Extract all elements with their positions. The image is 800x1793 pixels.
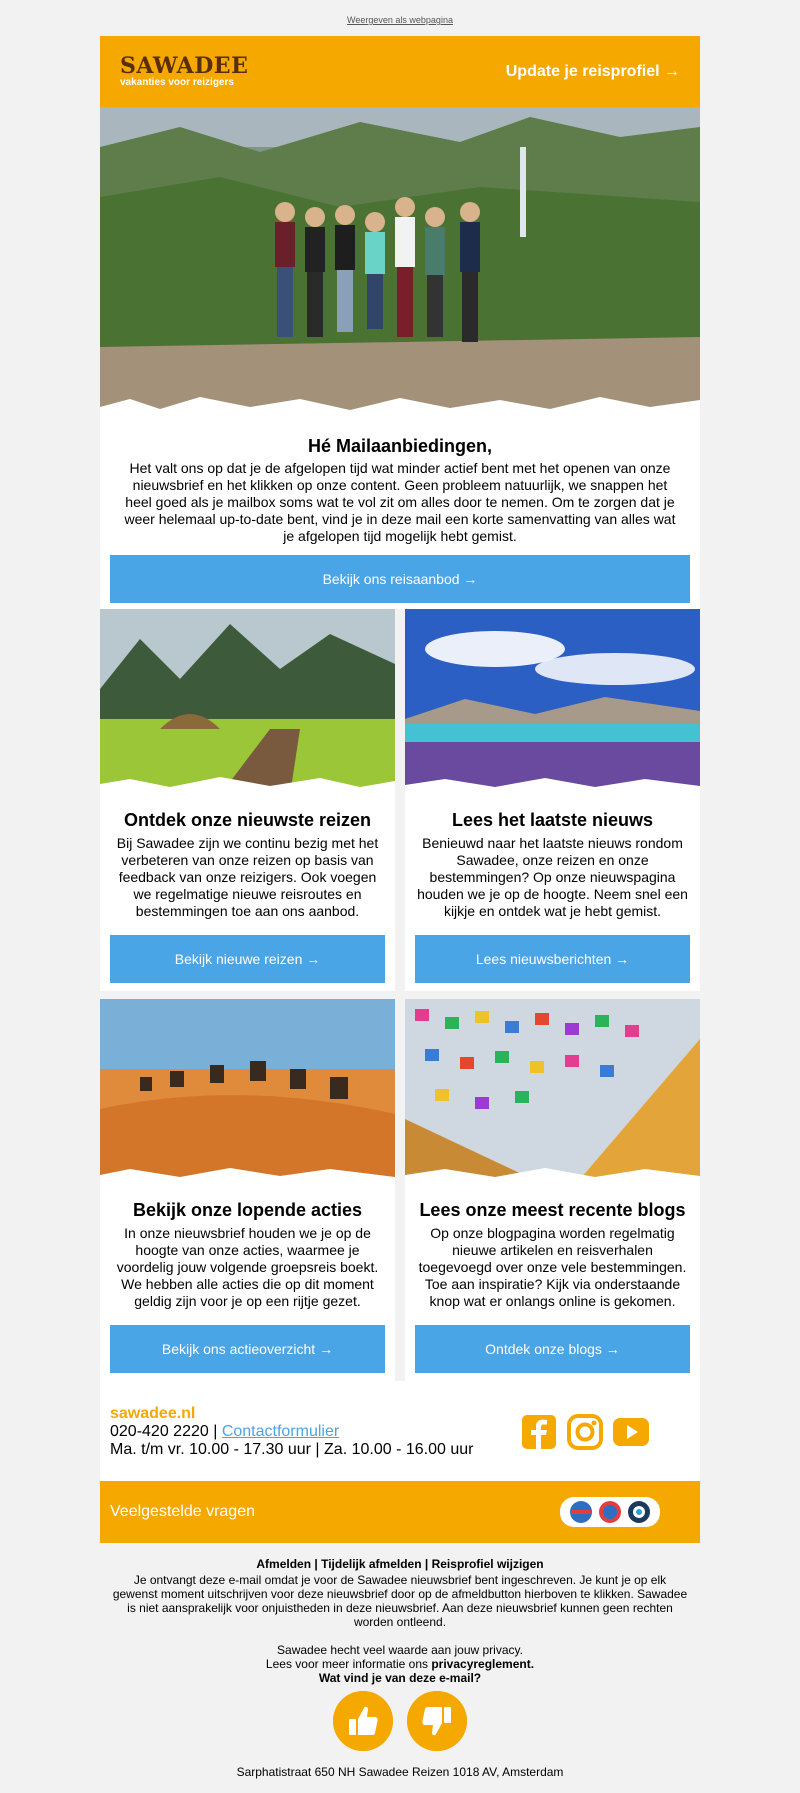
logo-tagline: vakanties voor reizigers — [120, 76, 234, 88]
cards-row-1 — [100, 609, 700, 991]
phone-line — [110, 1423, 473, 1441]
view-new-trips-button[interactable]: Bekijk nieuwe reizen → — [110, 935, 385, 983]
contact-form-link[interactable]: Contactformulier — [221, 1423, 340, 1440]
faq-link[interactable]: Veelgestelde vragen — [110, 1503, 255, 1520]
sgr-badge-icon — [598, 1500, 622, 1524]
card-text: In onze nieuwsbrief houden we je op de hoogte van onze acties, waarmee je voordelig jouw volgende groepsreis boekt. We hebben alle acties die op dit moment geldig zijn voor je op een rijtje gezet. — [116, 1225, 379, 1309]
social-links — [520, 1413, 650, 1451]
rice-field-image — [100, 609, 395, 795]
card-news — [405, 609, 700, 991]
webview-link[interactable]: Weergeven als webpagina — [347, 15, 453, 25]
card-deals — [100, 999, 395, 1381]
privacy-text: Lees voor meer informatie ons — [265, 1657, 432, 1671]
instagram-icon[interactable] — [566, 1413, 604, 1451]
contact-info — [110, 1405, 473, 1459]
thumbs-down-icon[interactable] — [407, 1691, 467, 1751]
hero-image — [100, 107, 700, 422]
logo-brand: SAWADEE — [120, 52, 249, 79]
header — [100, 36, 700, 107]
facebook-icon[interactable] — [520, 1413, 558, 1451]
pause-subscription-link[interactable]: Tijdelijk afmelden — [321, 1557, 422, 1571]
feedback-question — [110, 1671, 690, 1685]
intro-section — [100, 422, 700, 609]
view-offer-button[interactable]: Bekijk ons reisaanbod → — [110, 555, 690, 603]
lake-lupins-image — [405, 609, 700, 795]
footer-bar — [100, 1481, 700, 1543]
view-blogs-button[interactable]: Ontdek onze blogs → — [415, 1325, 690, 1373]
greeting-title: Hé Mailaanbiedingen, — [307, 436, 493, 456]
papel-picado-image — [405, 999, 700, 1185]
card-title: Bekijk onze lopende acties — [132, 1200, 363, 1220]
card-title: Lees onze meest recente blogs — [419, 1200, 686, 1220]
feedback-question-text: Wat vind je van deze e-mail? — [318, 1671, 482, 1685]
cards-row-2 — [100, 999, 700, 1381]
calamity-fund-badge-icon — [627, 1500, 651, 1524]
youtube-icon[interactable] — [612, 1413, 650, 1451]
card-text: Bij Sawadee zijn we continu bezig met het verbeteren van onze reizen op basis van feedback van onze reizigers. Ook voegen we regelmatige nieuwe reisroutes en bestemmingen toe aan ons aanbod. — [116, 835, 379, 919]
anvr-badge-icon — [569, 1500, 593, 1524]
logo[interactable] — [120, 52, 249, 89]
separator: | — [208, 1423, 222, 1440]
desert-camels-image — [100, 999, 395, 1185]
separator: | — [421, 1557, 432, 1571]
read-news-button[interactable]: Lees nieuwsberichten → — [415, 935, 690, 983]
card-text: Op onze blogpagina worden regelmatig nieuwe artikelen en reisverhalen toegevoegd over onze vele bestemmingen. Toe aan inspiratie? Kijk via onderstaande knop wat er onlangs online is gekomen. — [418, 1225, 687, 1309]
privacy-line-1: Sawadee hecht veel waarde aan jouw privacy. — [277, 1643, 523, 1657]
thumbs-up-icon[interactable] — [333, 1691, 393, 1751]
opening-hours: Ma. t/m vr. 10.00 - 17.30 uur | Za. 10.00 - 16.00 uur — [110, 1441, 474, 1458]
footer-links — [110, 1557, 690, 1571]
update-profile-link[interactable]: Update je reisprofiel → — [505, 62, 680, 80]
contact-section — [100, 1389, 700, 1481]
phone-number[interactable]: 020-420 2220 — [110, 1423, 209, 1440]
card-title: Lees het laatste nieuws — [451, 810, 654, 830]
company-address: Sarphatistraat 650 NH Sawadee Reizen 1018 AV, Amsterdam — [236, 1765, 564, 1779]
subscription-notice: Je ontvangt deze e-mail omdat je voor de Sawadee nieuwsbrief bent ingeschreven. Je kunt je op elk gewenst moment uitschrijven voor deze nieuwsbrief door op de afmeldbutton hierboven te klikken. Sawadee is niet aansprakelijk voor onjuistheden in deze nieuwsbrief. Aan deze nieuwsbrief kunnen geen rechten worden ontleend. — [112, 1573, 688, 1629]
intro-text: Het valt ons op dat je de afgelopen tijd wat minder actief bent met het openen van onze nieuwsbrief en het klikken op onze content. Geen probleem natuurlijk, we snappen het heel goed als je mailbox soms wat te vol zit om alles door te nemen. Om te zorgen dat je weer helemaal up-to-date bent, vind je in deze mail een korte samenvatting van alles wat je afgelopen tijd mogelijk hebt gemist. — [124, 460, 676, 544]
card-text: Benieuwd naar het laatste nieuws rondom Sawadee, onze reizen en onze bestemmingen? Op onze nieuwspagina houden we je op de hoogte. Neem snel een kijkje en ontdek wat je hebt gemist. — [417, 835, 688, 919]
legal-section — [100, 1543, 700, 1779]
privacy-line-2 — [110, 1657, 690, 1671]
feedback-buttons — [110, 1691, 690, 1751]
separator: | — [311, 1557, 322, 1571]
site-link[interactable]: sawadee.nl — [110, 1405, 196, 1422]
card-new-trips — [100, 609, 395, 991]
certification-badges — [560, 1497, 660, 1527]
card-title: Ontdek onze nieuwste reizen — [123, 810, 372, 830]
unsubscribe-link[interactable]: Afmelden — [256, 1557, 312, 1571]
edit-profile-link[interactable]: Reisprofiel wijzigen — [431, 1557, 544, 1571]
webview-bar — [100, 0, 700, 36]
privacy-policy-link[interactable]: privacyreglement. — [431, 1657, 535, 1671]
card-blogs — [405, 999, 700, 1381]
view-deals-button[interactable]: Bekijk ons actieoverzicht → — [110, 1325, 385, 1373]
